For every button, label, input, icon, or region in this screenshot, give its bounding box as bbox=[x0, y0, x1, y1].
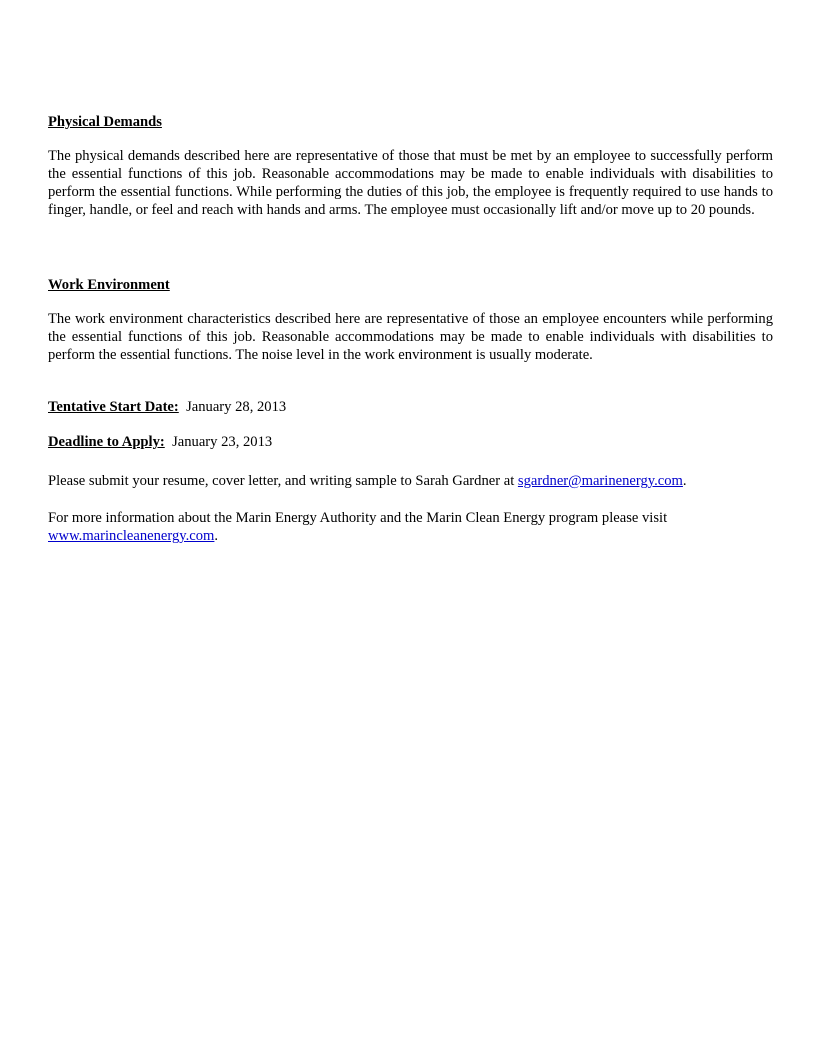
work-environment-body: The work environment characteristics described here are representative of those an employee encounters while performing the essential functions of this job. Reasonable accommodations may be made to enable individuals with disabilities to perform the essential functions. The noise level in the work environment is usually moderate. bbox=[48, 311, 773, 363]
submit-line bbox=[48, 472, 773, 490]
website-link[interactable]: www.marincleanenergy.com bbox=[48, 528, 215, 544]
work-environment-heading: Work Environment bbox=[48, 277, 170, 293]
deadline-line bbox=[48, 433, 773, 451]
email-link[interactable]: sgardner@marinenergy.com bbox=[517, 473, 683, 489]
start-date-value: January 28, 2013 bbox=[186, 399, 287, 415]
deadline-label: Deadline to Apply: bbox=[48, 434, 165, 450]
submit-text: Please submit your resume, cover letter, and writing sample to Sarah Gardner at bbox=[48, 473, 518, 489]
info-line bbox=[48, 509, 773, 545]
info-text: For more information about the Marin Energy Authority and the Marin Clean Energy program please visit bbox=[48, 510, 668, 526]
start-date-label: Tentative Start Date: bbox=[48, 399, 179, 415]
physical-demands-body: The physical demands described here are representative of those that must be met by an employee to successfully perform the essential functions of this job. Reasonable accommodations may be made to enable individuals with disabilities to perform the essential functions. While performing the duties of this job, the employee is frequently required to use hands to finger, handle, or feel and reach with hands and arms. The employee must occasionally lift and/or move up to 20 pounds. bbox=[48, 148, 773, 218]
deadline-value: January 23, 2013 bbox=[172, 434, 273, 450]
info-end: . bbox=[214, 528, 219, 544]
submit-end: . bbox=[682, 473, 687, 489]
start-date-line bbox=[48, 398, 773, 416]
physical-demands-heading: Physical Demands bbox=[48, 114, 162, 130]
